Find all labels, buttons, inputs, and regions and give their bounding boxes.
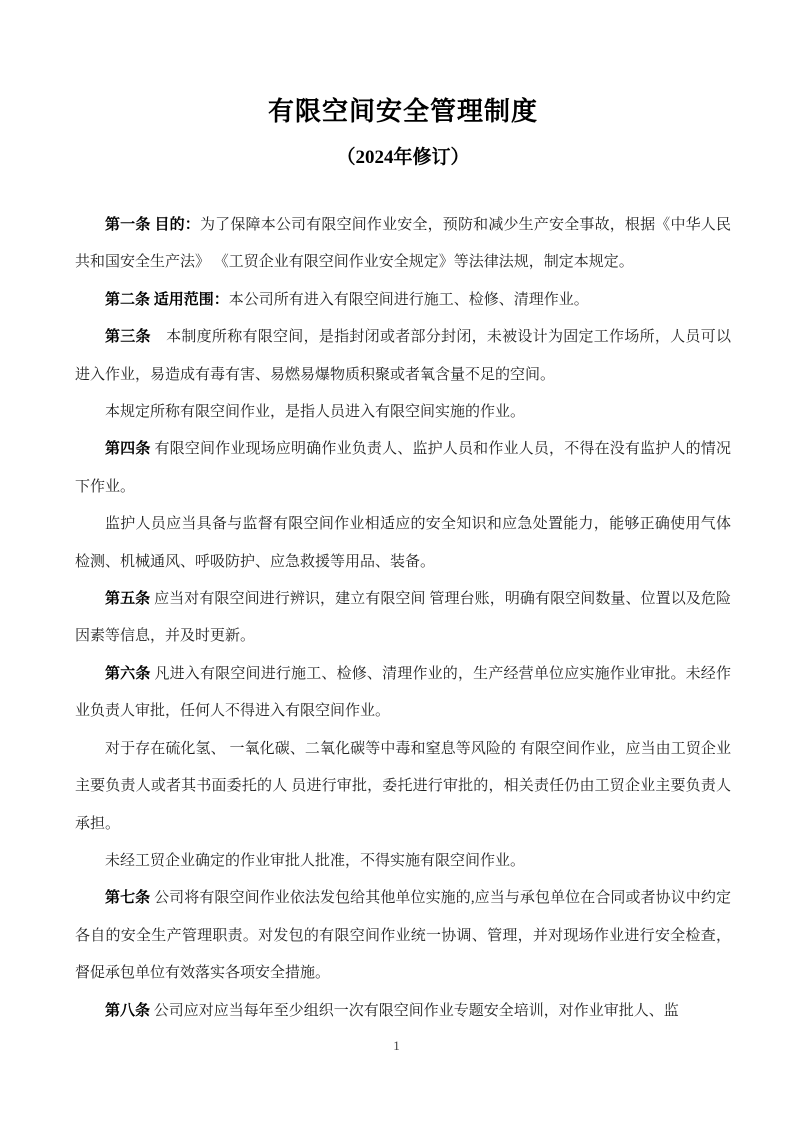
paragraph-clause-4 [75,431,731,506]
clause-7-lead: 第七条 [105,890,151,907]
clause-3-text: 本制度所称有限空间，是指封闭或者部分封闭，未被设计为固定工作场所，人员可以进入作业，易造成有毒有害、易燃易爆物质积聚或者氧含量不足的空间。 [75,329,731,383]
paragraph-clause-3 [75,319,731,394]
paragraph-clause-5 [75,581,731,656]
document-body [75,207,731,1030]
clause-6-cont-1-text: 对于存在硫化氢、 一氧化碳、二氧化碳等中毒和窒息等风险的 有限空间作业，应当由工贸企业主要负责人或者其书面委托的人 员进行审批，委托进行审批的，相关责任仍由工贸企业主要负责人承担。 [75,740,731,832]
paragraph-clause-1 [75,207,731,282]
clause-6-text: 凡进入有限空间进行施工、检修、清理作业的，生产经营单位应实施作业审批。未经作业负责人审批，任何人不得进入有限空间作业。 [75,665,731,720]
clause-6-lead: 第六条 [105,665,151,682]
paragraph-clause-3-cont [75,394,731,431]
clause-8-lead: 第八条 [105,1002,151,1019]
document-content [75,0,731,1030]
paragraph-clause-7 [75,880,731,992]
paragraph-clause-6-cont-1 [75,731,731,843]
paragraph-clause-2 [75,282,731,319]
clause-2-lead: 第二条 适用范围： [105,291,229,308]
clause-5-text: 应当对有限空间进行辨识，建立有限空间 管理台账，明确有限空间数量、位置以及危险因素等信息，并及时更新。 [75,591,731,645]
clause-1-text: 为了保障本公司有限空间作业安全，预防和减少生产安全事故，根据《中华人民共和国安全生产法》 《工贸企业有限空间作业安全规定》等法律法规，制定本规定。 [75,217,731,271]
clause-5-lead: 第五条 [105,591,151,608]
paragraph-clause-8 [75,993,731,1030]
clause-4-cont-text: 监护人员应当具备与监督有限空间作业相适应的安全知识和应急处置能力，能够正确使用气体检测、机械通风、呼吸防护、应急救援等用品、装备。 [75,516,731,570]
document-subtitle: （2024年修订） [336,147,470,168]
clause-8-text: 公司应对应当每年至少组织一次有限空间作业专题安全培训，对作业审批人、监 [150,1002,679,1019]
clause-6-cont-2-text: 未经工贸企业确定的作业审批人批准，不得实施有限空间作业。 [105,852,526,869]
clause-3-lead: 第三条 [105,329,151,346]
clause-2-text: 本公司所有进入有限空间进行施工、检修、清理作业。 [228,291,589,308]
clause-4-lead: 第四条 [105,441,151,458]
clause-1-lead: 第一条 目的： [105,217,200,233]
clause-4-text: 有限空间作业现场应明确作业负责人、监护人员和作业人员，不得在没有监护人的情况下作业。 [75,441,731,495]
paragraph-clause-6-cont-2 [75,843,731,880]
paragraph-clause-6 [75,656,731,731]
document-title: 有限空间安全管理制度 [267,97,538,126]
page-number: 1 [393,1038,400,1053]
clause-7-text: 公司将有限空间作业依法发包给其他单位实施的,应当与承包单位在合同或者协议中约定各自的安全生产管理职责。对发包的有限空间作业统一协调、管理，并对现场作业进行安全检查，督促承包单位有效落实各项安全措施。 [75,890,731,982]
paragraph-clause-4-cont [75,506,731,581]
clause-3-cont-text: 本规定所称有限空间作业，是指人员进入有限空间实施的作业。 [105,404,526,421]
